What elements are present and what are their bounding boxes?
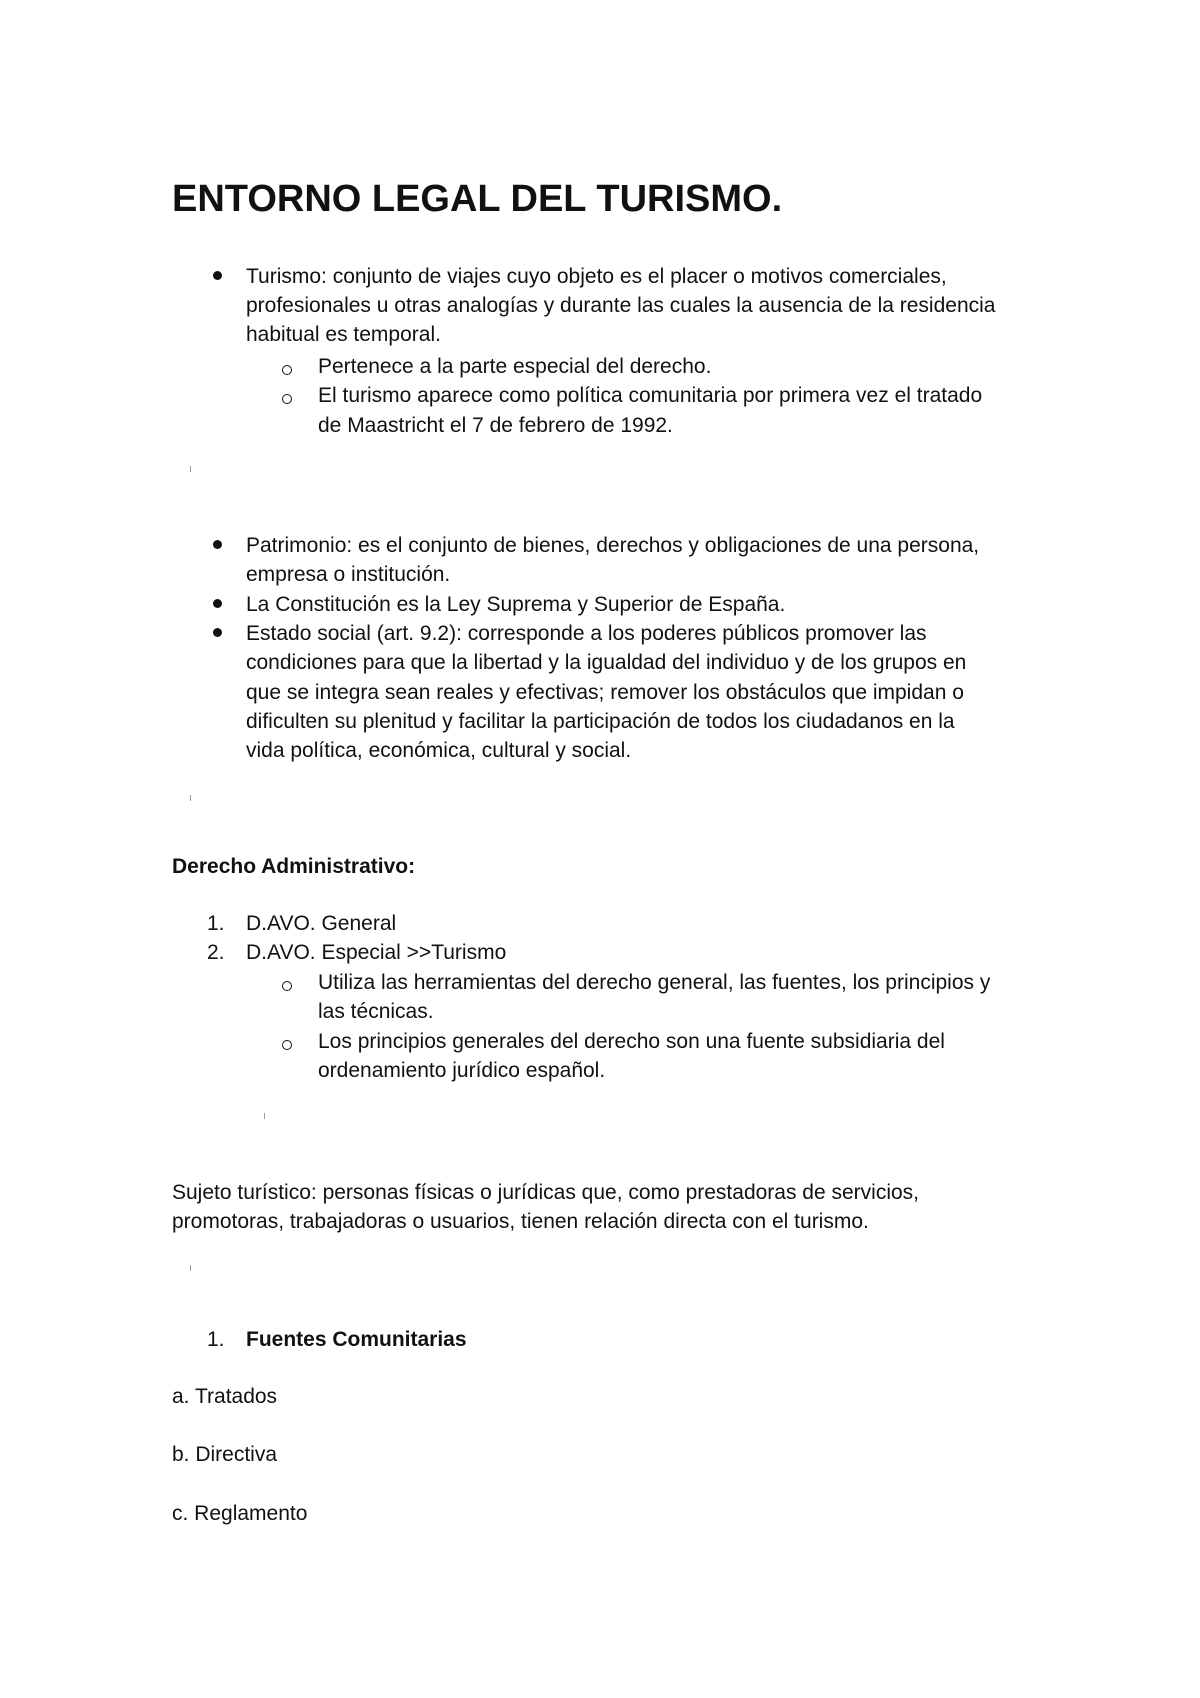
derecho-heading: Derecho Administrativo:	[172, 855, 416, 878]
bullet-patrimonio-line-2: empresa o institución.	[246, 563, 451, 586]
sub-bullet-herramientas-line-1: Utiliza las herramientas del derecho general, las fuentes, los principios y	[318, 971, 991, 994]
page-title: ENTORNO LEGAL DEL TURISMO.	[172, 178, 783, 220]
sub-bullet-maastricht-line-2: de Maastricht el 7 de febrero de 1992.	[318, 414, 673, 437]
paragraph-mark	[190, 466, 191, 472]
fuentes-heading: Fuentes Comunitarias	[246, 1328, 467, 1351]
sub-bullet-principios-line-2: ordenamiento jurídico español.	[318, 1059, 606, 1082]
list-item-especial: D.AVO. Especial >>Turismo	[246, 941, 507, 964]
paragraph-mark	[264, 1113, 265, 1119]
bullet-estado-social-line-4: dificulten su plenitud y facilitar la participación de todos los ciudadanos en la	[246, 710, 955, 733]
list-number: 2.	[207, 941, 225, 964]
bullet-dot	[213, 599, 222, 608]
bullet-estado-social-line-3: que se integra sean reales y efectivas; remover los obstáculos que impidan o	[246, 681, 964, 704]
bullet-estado-social-line-1: Estado social (art. 9.2): corresponde a los poderes públicos promover las	[246, 622, 927, 645]
fuente-reglamento: c. Reglamento	[172, 1502, 308, 1525]
bullet-turismo-line-1: Turismo: conjunto de viajes cuyo objeto es el placer o motivos comerciales,	[246, 265, 947, 288]
sub-bullet-circle	[282, 365, 292, 375]
sub-bullet-circle	[282, 394, 292, 404]
sub-bullet-pertenece: Pertenece a la parte especial del derecho.	[318, 355, 712, 378]
bullet-turismo-line-3: habitual es temporal.	[246, 323, 441, 346]
bullet-dot	[213, 540, 222, 549]
bullet-estado-social-line-2: condiciones para que la libertad y la igualdad del individuo y de los grupos en	[246, 651, 967, 674]
list-item-general: D.AVO. General	[246, 912, 397, 935]
paragraph-mark	[190, 795, 191, 801]
bullet-estado-social-line-5: vida política, económica, cultural y social.	[246, 739, 632, 762]
bullet-dot	[213, 271, 222, 280]
list-number: 1.	[207, 912, 225, 935]
sub-bullet-maastricht-line-1: El turismo aparece como política comunitaria por primera vez el tratado	[318, 384, 983, 407]
bullet-dot	[213, 628, 222, 637]
sub-bullet-circle	[282, 981, 292, 991]
sujeto-line-1: Sujeto turístico: personas físicas o jurídicas que, como prestadoras de servicios,	[172, 1181, 920, 1204]
bullet-turismo-line-2: profesionales u otras analogías y durante las cuales la ausencia de la residencia	[246, 294, 996, 317]
sub-bullet-circle	[282, 1040, 292, 1050]
list-number: 1.	[207, 1328, 225, 1351]
sub-bullet-principios-line-1: Los principios generales del derecho son una fuente subsidiaria del	[318, 1030, 945, 1053]
fuente-tratados: a. Tratados	[172, 1385, 278, 1408]
fuente-directiva: b. Directiva	[172, 1443, 278, 1466]
sub-bullet-herramientas-line-2: las técnicas.	[318, 1000, 434, 1023]
sujeto-line-2: promotoras, trabajadoras o usuarios, tienen relación directa con el turismo.	[172, 1210, 869, 1233]
paragraph-mark	[190, 1265, 191, 1271]
bullet-patrimonio-line-1: Patrimonio: es el conjunto de bienes, derechos y obligaciones de una persona,	[246, 534, 980, 557]
bullet-constitucion: La Constitución es la Ley Suprema y Superior de España.	[246, 593, 786, 616]
